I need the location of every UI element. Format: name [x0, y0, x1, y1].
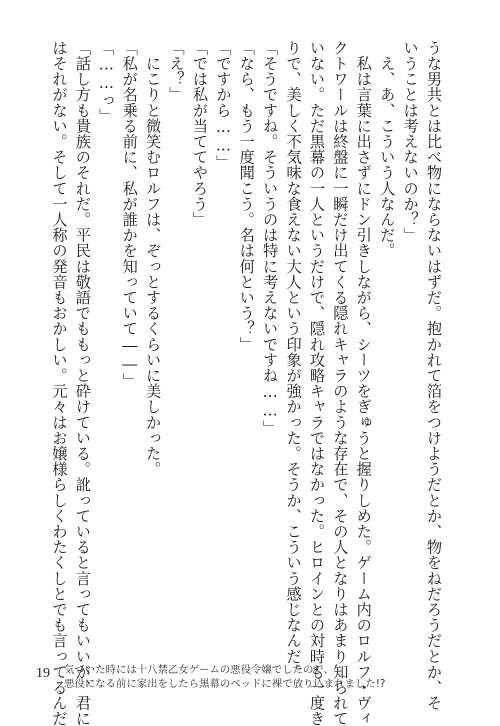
text-line: うな男共とは比べ物にならないはずだ。抱かれて箔をつけようだとか、物をねだろうだとか、そ: [425, 40, 443, 711]
page-number: 19: [36, 666, 50, 681]
text-line: 「え？」: [167, 40, 186, 103]
text-line: 「……っ」: [97, 40, 116, 124]
text-line: はそれがない。そして一人称の発音もおかしい。元々はお嬢様らしくわたくしとでも言ってるんだ: [50, 40, 69, 726]
text-line: 「そうですね。そういうのは特に考えないですね……」: [261, 40, 280, 436]
text-line: いない。ただ黒幕の一人というだけで、隠れ攻略キャラではなかった。ヒロインとの対時も一度き: [307, 40, 326, 726]
text-line: え、あ、こういう人なんだ。: [378, 40, 397, 259]
text-line: 私は言葉に出さずにドン引きしながら、シーツをぎゅうと握りしめた。ゲーム内のロルフ・ヴィ: [354, 40, 373, 726]
book-title-line: 気づいた時には十八禁乙女ゲームの悪役令嬢でしたので、: [64, 664, 334, 676]
text-line: 「なら、もう一度聞こう。名は何という？」: [237, 40, 256, 352]
text-line: 「では私が当ててやろう」: [190, 40, 209, 228]
book-title: [64, 663, 385, 691]
page-footer: [36, 663, 476, 703]
text-line: いうことは考えないのか？」: [401, 40, 420, 243]
text-line: にこりと微笑むロルフは、ぞっとするくらいに美しかった。: [144, 40, 163, 477]
text-line: 「私が名乗る前に、私が誰かを知っていて――」: [120, 40, 139, 389]
text-line: 「話し方も貴族のそれだ。平民は敬語でももっと砕けている。訛っていると言ってもいいが、君に: [73, 40, 92, 726]
book-title-line: 悪役になる前に家出をしたら黒幕のベッドに裸で放り込まれました!?: [64, 678, 386, 690]
text-line: 「ですから……」: [214, 40, 233, 171]
text-line: クトワールは終盤に一瞬だけ出てくる隠れキャラのような存在で、その人となりはあまり知られて: [331, 40, 350, 726]
text-line: りで、美しく不気味な食えない大人という印象が強かった。そうか、こういう感じなんだ。: [284, 40, 303, 680]
